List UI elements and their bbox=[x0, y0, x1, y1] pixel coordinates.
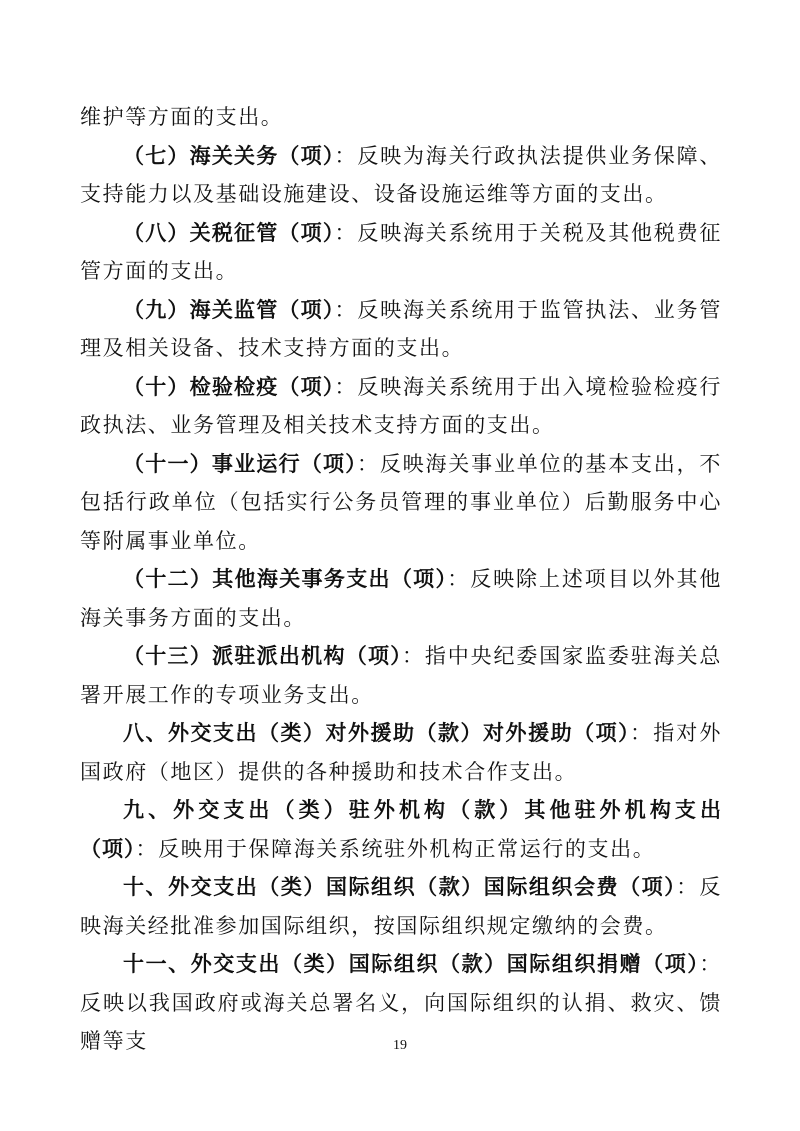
paragraph-heading: （九）海关监管（项） bbox=[123, 297, 335, 322]
paragraph-heading: （十三）派驻派出机构（项） bbox=[123, 644, 403, 668]
paragraph-item-11 bbox=[80, 445, 722, 561]
paragraph-heading: （七）海关关务（项） bbox=[123, 143, 335, 168]
paragraph-text: ：反映除上述项目以外其他海关事务方面的支出。 bbox=[80, 567, 723, 630]
paragraph-heading: 十、外交支出（类）国际组织（款）国际组织会费（项） bbox=[123, 875, 677, 899]
paragraph-item-10 bbox=[80, 368, 722, 445]
paragraph-heading: 十一、外交支出（类）国际组织（款）国际组织捐赠（项） bbox=[123, 952, 700, 976]
paragraph-heading: 八、外交支出（类）对外援助（款）对外援助（项） bbox=[123, 721, 631, 745]
paragraph-text: ：反映海关事业单位的基本支出，不包括行政单位（包括实行公务员管理的事业单位）后勤服务中心等附属事业单位。 bbox=[80, 451, 722, 553]
paragraph-text: ：反映海关系统用于出入境检验检疫行政执法、业务管理及相关技术支持方面的支出。 bbox=[80, 374, 723, 437]
paragraph-item-8 bbox=[80, 214, 722, 291]
paragraph-continuation bbox=[80, 98, 722, 137]
paragraph-section-9 bbox=[80, 791, 722, 868]
paragraph-item-13 bbox=[80, 637, 722, 714]
paragraph-heading: （十）检验检疫（项） bbox=[123, 374, 335, 399]
paragraph-text: ：反映为海关行政执法提供业务保障、支持能力以及基础设施建设、设备设施运维等方面的支出。 bbox=[80, 143, 723, 206]
page-number: 19 bbox=[393, 1038, 407, 1053]
paragraph-text: ：反映用于保障海关系统驻外机构正常运行的支出。 bbox=[135, 836, 656, 861]
paragraph-text: ：反映海关经批准参加国际组织，按国际组织规定缴纳的会费。 bbox=[80, 875, 723, 938]
paragraph-text: ：反映海关系统用于监管执法、业务管理及相关设备、技术支持方面的支出。 bbox=[80, 297, 723, 360]
paragraph-text: ：反映以我国政府或海关总署名义，向国际组织的认捐、救灾、馈赠等支 bbox=[80, 952, 722, 1053]
paragraph-heading: （十一）事业运行（项） bbox=[123, 451, 357, 476]
paragraph-item-9 bbox=[80, 291, 722, 368]
paragraph-section-10 bbox=[80, 868, 722, 945]
paragraph-text: 维护等方面的支出。 bbox=[80, 105, 284, 129]
paragraph-section-8 bbox=[80, 714, 722, 791]
paragraph-text: ：指中央纪委国家监委驻海关总署开展工作的专项业务支出。 bbox=[80, 644, 722, 707]
paragraph-item-7 bbox=[80, 137, 722, 214]
paragraph-heading: 九、外交支出（类）驻外机构（款）其他驻外机构支出（项） bbox=[80, 798, 722, 861]
paragraph-heading: （十二）其他海关事务支出（项） bbox=[123, 567, 448, 591]
document-body bbox=[80, 98, 722, 1061]
paragraph-text: ：反映海关系统用于关税及其他税费征管方面的支出。 bbox=[80, 220, 723, 283]
paragraph-item-12 bbox=[80, 560, 722, 637]
paragraph-heading: （八）关税征管（项） bbox=[123, 220, 335, 245]
paragraph-text: ：指对外国政府（地区）提供的各种援助和技术合作支出。 bbox=[80, 721, 723, 784]
